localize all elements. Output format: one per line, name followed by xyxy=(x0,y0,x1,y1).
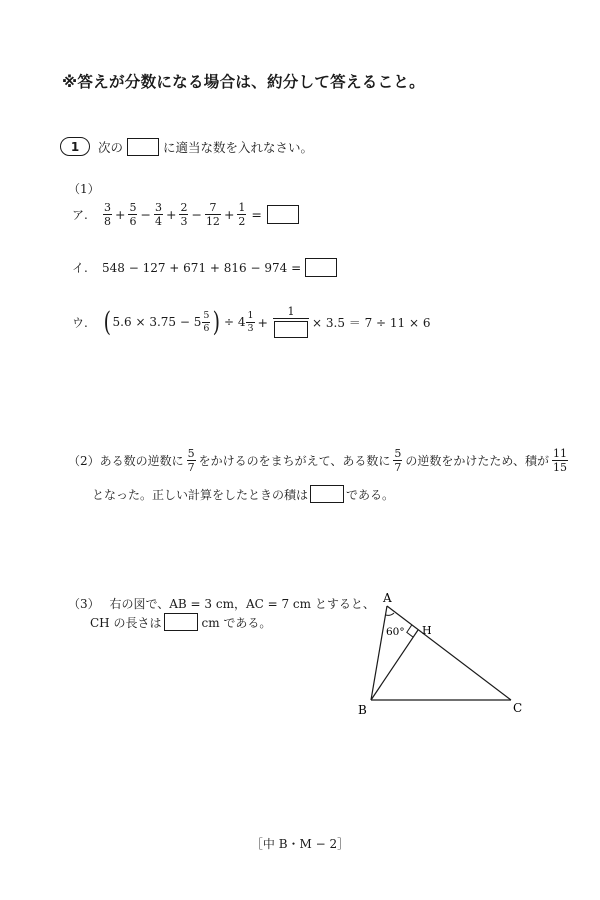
vertex-b-label: B xyxy=(358,703,367,717)
page-footer: ［中 B・M − 2］ xyxy=(250,837,350,851)
answer-box-part3[interactable] xyxy=(164,613,198,631)
fraction-a6: $\frac{1}{2}$ xyxy=(238,201,246,228)
angle-arc xyxy=(386,613,395,615)
part-3-line-1: （3） 右の図で、AB = 3 cm，AC = 7 cm とすると、 xyxy=(68,597,375,611)
problem-a-label: ア. xyxy=(72,208,88,222)
fraction-a5: $\frac{7}{12}$ xyxy=(205,201,220,228)
point-h-label: H xyxy=(422,624,432,637)
instruction-pre: 次の xyxy=(98,139,124,155)
triangle-figure xyxy=(350,588,540,723)
question-number-badge: 1 xyxy=(60,137,90,156)
fraction-u1: $\frac{5}{6}$ xyxy=(203,310,210,334)
problem-u: ウ. ( 5.6 × 3.75 − 5 $\frac{5}{6}$ ) ÷ 4 $\frac{1}{3}$ + 1 × 3.5 ＝ 7 ÷ 11 × 6 xyxy=(72,305,431,338)
answer-box-u[interactable] xyxy=(274,321,308,338)
fraction-a3: $\frac{3}{4}$ xyxy=(154,201,162,228)
part-3-label: （3） xyxy=(68,597,100,611)
segment-bh xyxy=(371,630,418,700)
notice-text: ※答えが分数になる場合は、約分して答えること。 xyxy=(62,73,425,91)
part-2-line-2: となった。正しい計算をしたときの積は である。 xyxy=(92,485,394,503)
segment-ac xyxy=(387,606,511,700)
fraction-u2: $\frac{1}{3}$ xyxy=(247,310,254,334)
fraction-u3: 1 xyxy=(273,306,309,338)
fraction-a4: $\frac{2}{3}$ xyxy=(180,201,188,228)
part-2-line-1: （2） ある数の逆数に $\frac{5}{7}$ をかけるのをまちがえて、ある数に $\frac{5}{7}$ の逆数をかけたため、積が $\frac{11}{15}$ xyxy=(68,447,567,474)
problem-i-label: イ. xyxy=(72,261,88,275)
question-1-heading xyxy=(60,137,313,156)
vertex-c-label: C xyxy=(513,701,523,715)
problem-u-label: ウ. xyxy=(72,315,88,330)
fraction-a1: $\frac{3}{8}$ xyxy=(104,201,111,228)
fraction-p2b: $\frac{5}{7}$ xyxy=(394,447,402,474)
answer-box-i[interactable] xyxy=(305,258,337,277)
example-answer-box xyxy=(127,138,159,156)
part-3-line-2: CH の長さは cm である。 xyxy=(90,613,271,631)
problem-a: ア. $\frac{3}{8}$ + $\frac{5}{6}$ − $\frac{3}{4}$ + $\frac{2}{3}$ − $\frac{7}{12}$ + $\frac{1}{2}$ = xyxy=(72,202,299,227)
instruction-post: に適当な数を入れなさい。 xyxy=(163,139,314,155)
answer-box-a[interactable] xyxy=(267,205,299,224)
fraction-p2c: $\frac{11}{15}$ xyxy=(552,447,567,474)
problem-i xyxy=(72,258,337,277)
fraction-p2a: $\frac{5}{7}$ xyxy=(187,447,195,474)
problem-i-expression: 548 − 127 + 671 + 816 − 974 = xyxy=(102,260,302,275)
right-angle-mark xyxy=(407,625,413,637)
angle-label: 60° xyxy=(386,626,405,638)
fraction-a2: $\frac{5}{6}$ xyxy=(129,201,137,228)
vertex-a-label: A xyxy=(383,591,392,605)
segment-ab xyxy=(371,606,387,700)
answer-box-part2[interactable] xyxy=(310,485,344,503)
part-1-label: （1） xyxy=(68,182,100,196)
part-2-label: （2） xyxy=(68,454,100,468)
